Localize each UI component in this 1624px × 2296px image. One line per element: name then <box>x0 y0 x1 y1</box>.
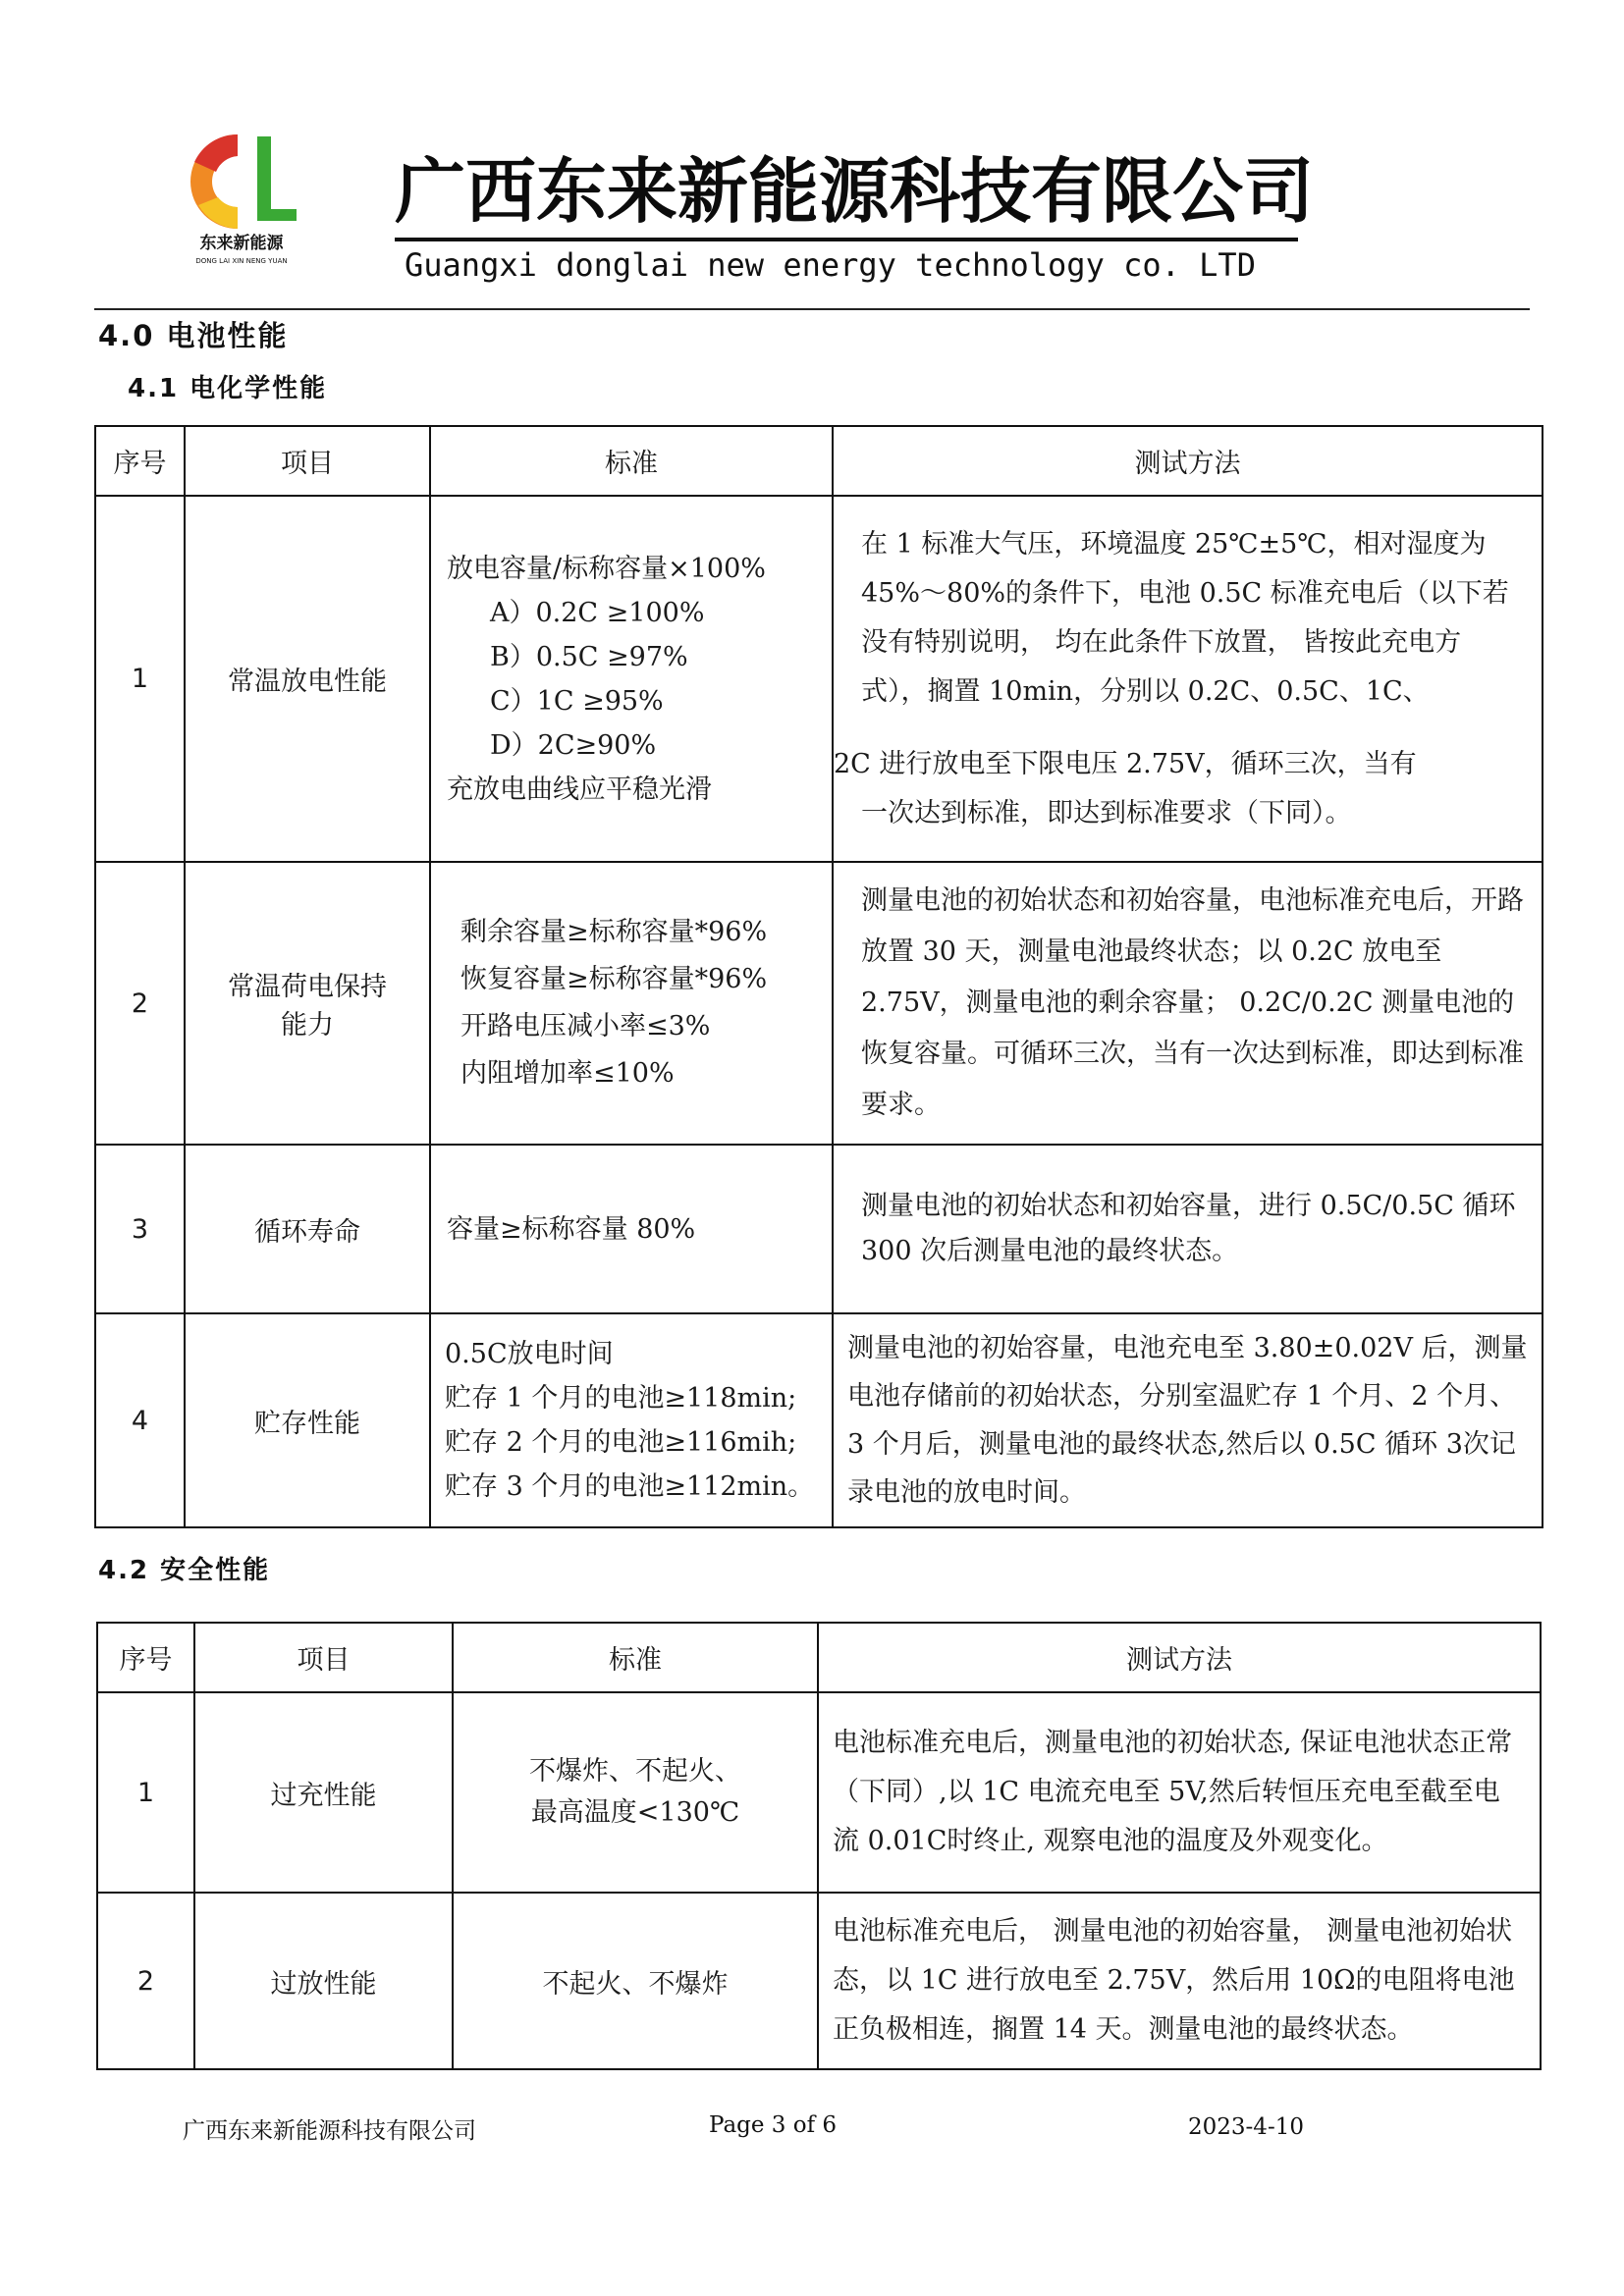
table-header-row <box>95 426 1543 496</box>
table-header-row <box>97 1623 1541 1692</box>
logo-letter-l-icon <box>257 136 271 221</box>
method-line: 一次达到标准，即达到标准要求（下同）。 <box>861 797 1352 828</box>
row-method: 电池标准充电后， 测量电池的初始容量， 测量电池初始状态，以 1C 进行放电至 2.75V，然后用 10Ω的电阻将电池正负极相连，搁置 14 天。测量电池的最终状态。 <box>818 1893 1541 2069</box>
company-name-cn: 广西东来新能源科技有限公司 <box>395 150 1315 233</box>
standard-line: 0.5C放电时间 <box>445 1339 614 1369</box>
row-method: 测量电池的初始容量，电池充电至 3.80±0.02V 后，测量电池存储前的初始状态，分别室温贮存 1 个月、2 个月、3 个月后，测量电池的最终状态,然后以 0.5C 循环 3次记录电池的放电时间。 <box>833 1313 1543 1527</box>
row-standard <box>453 1893 818 2069</box>
method-line: 45%～80%的条件下，电池 0.5C 标准充电后（以下若 <box>861 577 1509 609</box>
standard-line: 不爆炸、不起火、 <box>529 1756 741 1787</box>
standard-line: 贮存 3 个月的电池≥112min。 <box>445 1471 815 1502</box>
company-logo <box>177 123 304 270</box>
standard-line: 开路电压减小率≤3% <box>460 1011 711 1041</box>
method-line: 没有特别说明， 均在此条件下放置， 皆按此充电方 <box>861 626 1462 658</box>
row-no: 2 <box>95 862 185 1145</box>
row-standard <box>453 1692 818 1893</box>
standard-line: 最高温度<130℃ <box>530 1797 740 1828</box>
row-no: 1 <box>97 1692 194 1893</box>
logo-pinyin: DONG LAI XIN NENG YUAN <box>195 257 288 265</box>
row-item: 过放性能 <box>194 1893 453 2069</box>
footer-page-number: Page 3 of 6 <box>709 2112 838 2138</box>
method-line: 2C 进行放电至下限电压 2.75V，循环三次，当有 <box>834 748 1417 779</box>
table-row <box>95 1313 1543 1527</box>
row-no: 3 <box>95 1145 185 1313</box>
header-rule <box>94 308 1530 310</box>
row-standard <box>430 1313 833 1527</box>
row-method: 测量电池的初始状态和初始容量，电池标准充电后，开路放置 30 天，测量电池最终状态；以 0.2C 放电至 2.75V，测量电池的剩余容量； 0.2C/0.2C 测量电池的恢复容量。可循环三次，当有一次达到标准，即达到标准要求。 <box>833 862 1543 1145</box>
row-method: 电池标准充电后，测量电池的初始状态, 保证电池状态正常（下同）,以 1C 电流充电至 5V,然后转恒压充电至截至电流 0.01C时终止, 观察电池的温度及外观变化。 <box>818 1692 1541 1893</box>
standard-line: 放电容量/标称容量×100% <box>447 553 766 584</box>
row-item: 循环寿命 <box>185 1145 430 1313</box>
table-row <box>97 1893 1541 2069</box>
row-no: 1 <box>95 496 185 862</box>
standard-line: B）0.5C ≥97% <box>490 641 688 672</box>
header-item: 项目 <box>185 426 430 496</box>
company-name-underline <box>395 238 1298 241</box>
standard-line: 恢复容量≥标称容量*96% <box>460 964 768 994</box>
standard-line: D）2C≥90% <box>490 729 657 761</box>
logo-sun-icon <box>190 134 238 229</box>
header-standard: 标准 <box>453 1623 818 1692</box>
row-item: 过充性能 <box>194 1692 453 1893</box>
standard-line: 不起火、不爆炸 <box>542 1968 729 2000</box>
row-item: 常温放电性能 <box>185 496 430 862</box>
table-row <box>95 496 1543 862</box>
footer-company: 广西东来新能源科技有限公司 <box>183 2118 476 2144</box>
header-method: 测试方法 <box>818 1623 1541 1692</box>
row-standard <box>430 862 833 1145</box>
header-method: 测试方法 <box>833 426 1543 496</box>
row-no: 4 <box>95 1313 185 1527</box>
logo-text: 东来新能源 <box>199 234 284 253</box>
header-no: 序号 <box>97 1623 194 1692</box>
footer-date: 2023-4-10 <box>1188 2114 1304 2140</box>
row-standard <box>430 1145 833 1313</box>
header-item: 项目 <box>194 1623 453 1692</box>
electrochemical-performance-table <box>94 425 1543 1528</box>
method-line: 式），搁置 10min，分别以 0.2C、0.5C、1C、 <box>861 675 1430 707</box>
row-method <box>833 496 1543 862</box>
table2-title: 4.2 安全性能 <box>98 1556 271 1585</box>
standard-line: 充放电曲线应平稳光滑 <box>447 774 712 805</box>
table-row <box>95 862 1543 1145</box>
section-title: 4.0 电池性能 <box>98 319 289 352</box>
standard-line: A）0.2C ≥100% <box>490 597 705 628</box>
company-name-en: Guangxi donglai new energy technology co. LTD <box>405 246 1256 284</box>
table-row <box>95 1145 1543 1313</box>
table-row <box>97 1692 1541 1893</box>
table1-title: 4.1 电化学性能 <box>128 374 328 403</box>
standard-line: 贮存 1 个月的电池≥118min; <box>445 1383 797 1414</box>
standard-line: 内阻增加率≤10% <box>460 1058 675 1089</box>
header-no: 序号 <box>95 426 185 496</box>
row-method: 测量电池的初始状态和初始容量，进行 0.5C/0.5C 循环 300 次后测量电池的最终状态。 <box>833 1145 1543 1313</box>
standard-line: 容量≥标称容量 80% <box>447 1213 696 1245</box>
row-item: 常温荷电保持能力 <box>185 862 430 1145</box>
header-standard: 标准 <box>430 426 833 496</box>
row-standard <box>430 496 833 862</box>
row-item: 贮存性能 <box>185 1313 430 1527</box>
method-line: 在 1 标准大气压，环境温度 25℃±5℃，相对湿度为 <box>861 528 1487 560</box>
standard-line: 贮存 2 个月的电池≥116mih; <box>445 1427 797 1458</box>
standard-line: 剩余容量≥标称容量*96% <box>460 917 768 947</box>
standard-line: C）1C ≥95% <box>490 685 664 717</box>
safety-performance-table <box>96 1622 1542 2070</box>
row-no: 2 <box>97 1893 194 2069</box>
